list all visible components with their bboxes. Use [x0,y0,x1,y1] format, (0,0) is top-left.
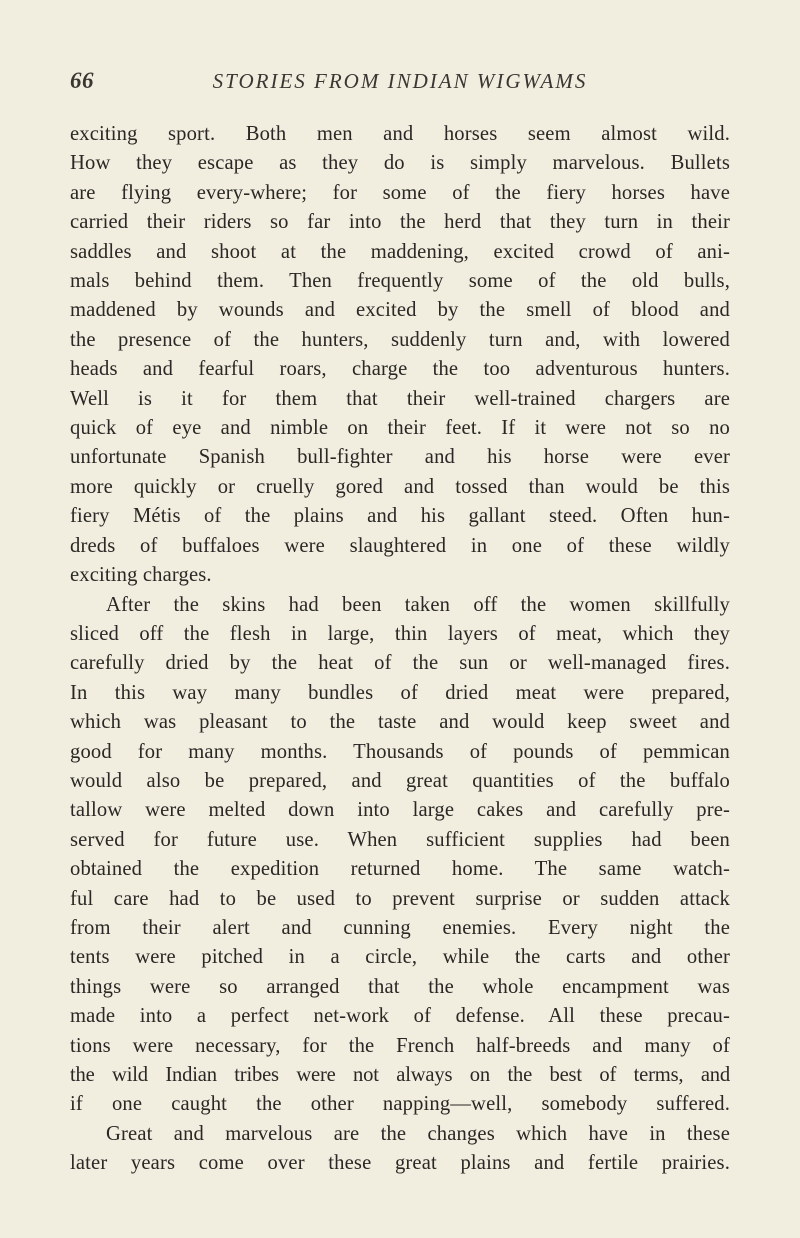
text-line: if one caught the other napping—well, somebody suffered. [70,1093,730,1116]
text-line: exciting sport. Both men and horses seem almost wild. [70,123,730,145]
text-line: things were so arranged that the whole encampment was [70,975,730,998]
text-line: exciting charges. [70,564,212,587]
paragraph [70,120,730,591]
text-line: served for future use. When sufficient supplies had been [70,828,730,851]
text-line: quick of eye and nimble on their feet. If it were not so no [70,417,730,440]
text-line: maddened by wounds and excited by the smell of blood and [70,299,730,322]
text-line: Great and marvelous are the changes which have in these [106,1122,730,1145]
text-line: obtained the expedition returned home. The same watch- [70,858,730,881]
text-line: dreds of buffaloes were slaughtered in one of these wildly [70,534,730,557]
text-line: sliced off the flesh in large, thin layers of meat, which they [70,622,730,645]
text-line: ful care had to be used to prevent surprise or sudden attack [70,887,730,910]
paragraph [70,591,730,1179]
text-line: good for many months. Thousands of pounds of pemmican [70,740,730,763]
text-line: heads and fearful roars, charge the too adventurous hunters. [70,358,730,381]
page-number: 66 [70,68,94,93]
running-title: STORIES FROM INDIAN WIGWAMS [212,69,588,93]
running-head [70,68,730,102]
text-line: saddles and shoot at the maddening, excited crowd of ani- [70,240,730,263]
text-line: the presence of the hunters, suddenly turn and, with lowered [70,328,730,351]
text-line: are flying every-where; for some of the fiery horses have [70,181,730,204]
text-line: After the skins had been taken off the women skillfully [106,593,730,616]
text-line: the wild Indian tribes were not always on the best of terms, and [70,1064,730,1086]
text-line: more quickly or cruelly gored and tossed than would be this [70,475,730,498]
text-line: unfortunate Spanish bull-fighter and his horse were ever [70,446,730,469]
text-line: tallow were melted down into large cakes and carefully pre- [70,799,730,822]
text-line: carefully dried by the heat of the sun or well-managed fires. [70,652,730,675]
text-line: tents were pitched in a circle, while the carts and other [70,946,730,969]
text-line: Well is it for them that their well-trained chargers are [70,387,730,410]
body-text [70,120,730,1179]
text-line: tions were necessary, for the French half-breeds and many of [70,1034,730,1057]
text-line: In this way many bundles of dried meat were prepared, [70,681,730,704]
text-line: carried their riders so far into the herd that they turn in their [70,211,730,234]
text-line: would also be prepared, and great quantities of the buffalo [70,769,730,792]
text-line: mals behind them. Then frequently some of the old bulls, [70,270,730,293]
text-line: How they escape as they do is simply marvelous. Bullets [70,152,730,175]
text-line: from their alert and cunning enemies. Every night the [70,916,730,939]
text-line: which was pleasant to the taste and would keep sweet and [70,711,730,734]
text-line: made into a perfect net-work of defense. All these precau- [70,1005,730,1028]
text-line: later years come over these great plains and fertile prairies. [70,1152,730,1175]
text-line: fiery Métis of the plains and his gallant steed. Often hun- [70,505,730,528]
